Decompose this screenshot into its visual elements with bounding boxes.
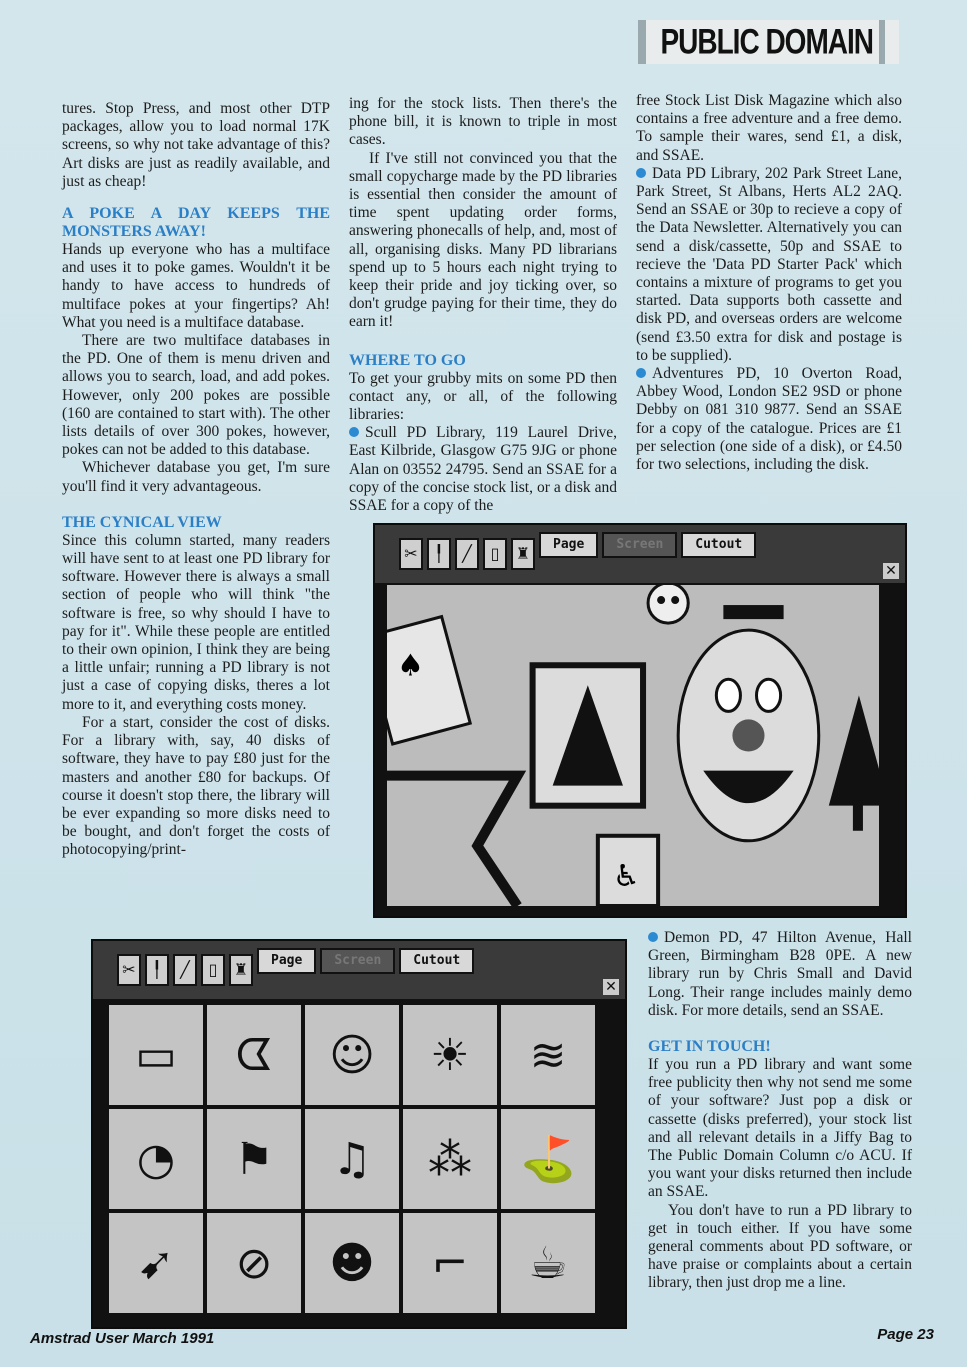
sunbather-icon: ☀ [403,1005,497,1105]
darts-icon: ➹ [109,1213,203,1313]
paragraph: Whichever database you get, I'm sure you'll find it very advantageous. [62,459,330,495]
close-icon: ✕ [883,563,899,579]
column-2 [349,95,617,515]
svg-text:♿: ♿ [612,858,640,894]
rectangle-icon: ▯ [201,954,225,986]
column-3 [636,92,902,474]
close-icon: ✕ [603,979,619,995]
column-4 [648,929,912,1293]
art-program-screenshot-1 [373,523,907,918]
library-entry-demon-pd: Demon PD, 47 Hilton Avenue, Hall Green, Birmingham B28 0PE. A new library run by Chris Small and David Long. Their range includes mainly demo disk. For more details, send an SSAE. [648,929,912,1019]
music-note-icon: ♫ [305,1109,399,1209]
wheelchair-sign-icon [598,836,658,906]
paragraph: tures. Stop Press, and most other DTP packages, allow you to load normal 17K screens, so why not take advantage of this? Art disks are just as readily available, and just as cheap! [62,100,330,190]
section-banner [638,20,899,64]
subheading-get-in-touch: GET IN TOUCH! [648,1038,771,1056]
tab-page: Page [539,532,598,558]
paragraph: To get your grubby mits on some PD then contact any, or all, of the following libraries: [349,369,617,424]
paragraph: Since this column started, many readers will have sent to at least one PD library for software. However there is always a small section of people who will think "the software is free, so why should I have to pay for it". While these people are entitled to their own opinion, I think they are being a little unfair; running a PD library is not just a case of copying disks, theres a lot more to it, and everything costs money. [62,531,330,713]
section-title: PUBLIC DOMAIN [660,22,873,61]
tab-screen: Screen [602,532,677,558]
paragraph: You don't have to run a PD library to get in touch either. If you have some general comments about PD software, or have praise or complaints about a certain library, then just drop me a line. [648,1201,912,1292]
bucket-icon: ♜ [511,538,535,570]
art-toolbar [93,941,625,999]
bullet-icon [648,932,658,942]
rectangle-icon: ▯ [483,538,507,570]
library-entry-data-pd: Data PD Library, 202 Park Street Lane, Park Street, St Albans, Herts AL2 2AQ. Send an SSAE or 30p to recieve a copy of the Data Newsletter. Alternatively you can send a disk/cassette, 50p and SSAE to recieve the 'Data PD Starter Pack' which contains a mixture of programs to get you started. Data supports both cassette and disk PD, and overseas orders are welcome (send £3.50 extra for disk and postage is to be supplied). [636,164,902,364]
subheading-poke: A POKE A DAY KEEPS THE MONSTERS AWAY! [62,205,330,241]
brush-icon: ╿ [427,538,451,570]
paragraph: There are two multiface databases in the PD. One of them is menu driven and allows you to search, load, and add pokes. However, only 200 pokes are possible (160 are contained to start with). The other lists details of over 300 pokes, however, pokes can not be added to this database. [62,332,330,459]
black-bar-shape [723,605,783,619]
pencil-icon: ╱ [173,954,197,986]
paragraph: ing for the stock lists. Then there's the phone bill, it is known to triple in most cases. [349,95,617,149]
paragraph: Hands up everyone who has a multiface and uses it to poke games. Wouldn't it be handy to have access to hundreds of multiface pokes at your fingertips? Ah! What you need is a multiface database. [62,241,330,331]
svg-text:♠: ♠ [397,648,425,684]
tab-screen: Screen [320,948,395,974]
bullet-icon [349,427,359,437]
library-entry-scull: Scull PD Library, 119 Laurel Drive, East Kilbride, Glasgow G75 9JG or phone Alan on 03552 24795. Send an SSAE for a copy of the concise stock list, or a disk and SSAE for a copy of the [349,424,617,515]
bullet-icon [636,368,646,378]
paragraph: free Stock List Disk Magazine which also contains a free adventure and a free demo. To sample their wares, send £1, a disk, and SSAE. [636,92,902,164]
bullet-icon [636,168,646,178]
art-program-screenshot-2 [91,939,627,1329]
magazine-footer: Amstrad User March 1991 [30,1330,215,1347]
tv-icon: ▭ [109,1005,203,1105]
clipart-canvas [387,585,879,906]
snooker-icon: ◔ [109,1109,203,1209]
pacman-icon: ᗧ [207,1005,301,1105]
library-entry-adventures-pd: Adventures PD, 10 Overton Road, Abbey Wood, London SE2 9SD or phone Debby on 081 310 9877. Send an SSAE for a copy of the catalogue. Prices are £1 per selection (one side of a disk), or £4.50 for two selections, including the disk. [636,365,902,474]
bowling-pins-icon: ⁂ [403,1109,497,1209]
paragraph: If you run a PD library and want some free publicity then why not send me some of your software? Just pop a disk or cassette (disks preferred), your stock list and all relevant details in a Jiffy Bag to The Public Domain Column c/o ACU. If you want your disks returned then include an SSAE. [648,1056,912,1201]
flag-icon: ⚑ [207,1109,301,1209]
subheading-where-to-go: WHERE TO GO [349,351,466,369]
icon-grid [105,1001,599,1317]
bucket-icon: ♜ [229,954,253,986]
banner-bar-decoration [879,20,885,64]
golfer-icon: ⛳ [501,1109,595,1209]
tab-page: Page [257,948,316,974]
wavy-lines-icon: ≋ [501,1005,595,1105]
tab-cutout: Cutout [399,948,474,974]
triangle-sign-icon [533,665,643,805]
scissors-icon: ✂ [399,538,423,570]
subheading-cynical-view: THE CYNICAL VIEW [62,513,222,531]
art-toolbar [375,525,905,583]
smiley-face-icon [678,630,819,841]
mask-face-icon: ☻ [305,1213,399,1313]
column-1 [62,100,330,860]
paragraph: If I've still not convinced you that the small copycharge made by the PD libraries is essential then consider the amount of time spent updating order forms, answering phonecalls of help, and, most of all, organising disks. Many PD librarians spend up to 5 hours each night trying to keep their pride and joy ticking over, so don't grudge paying for their time, they do earn it! [349,149,617,331]
brush-icon: ╿ [145,954,169,986]
pencil-icon: ╱ [455,538,479,570]
paragraph: For a start, consider the cost of disks. For a library with, say, 40 disks of software, they have to pay £80 just for the masters and another £80 for backups. Of course it doesn't stop there, the library will be ever expanding so more disks need to be bought, and don't forget the costs of photocopying/print- [62,713,330,859]
scissors-icon: ✂ [117,954,141,986]
robot-face-icon: ☺ [305,1005,399,1105]
tab-cutout: Cutout [681,532,756,558]
skull-icon [648,585,688,623]
tennis-racket-icon: ⊘ [207,1213,301,1313]
page-number: Page 23 [877,1326,934,1343]
golf-club-icon: ⌐ [403,1213,497,1313]
clipart-drawing [387,585,879,906]
cup-icon: ☕ [501,1213,595,1313]
